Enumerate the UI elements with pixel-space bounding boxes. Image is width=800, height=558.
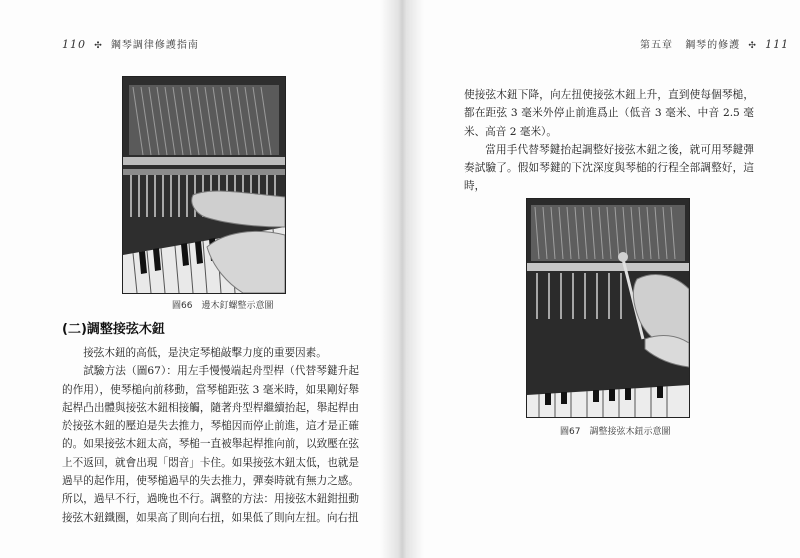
figure-66-photo	[122, 76, 286, 294]
piano-action-illustration	[123, 77, 285, 293]
chapter-label: 第五章	[640, 40, 673, 51]
capstan-adjustment-illustration	[527, 199, 689, 417]
right-page-number: 111	[765, 38, 790, 51]
figure-67-caption: 圖67 調整接弦木鈕示意圖	[560, 427, 671, 437]
figure-66-caption: 圖66 邊木釘螺整示意圖	[172, 301, 274, 311]
left-body-text	[62, 344, 359, 527]
section-title: (二)調整接弦木鈕	[62, 322, 165, 337]
left-page	[0, 0, 398, 558]
right-paragraph-1: 使接弦木鈕下降，向左扭使接弦木鈕上升，直到使每個琴槌，都在距弦 3 毫米外停止前進爲止（低音 3 毫米、中音 2.5 毫米、高音 2 毫米）。	[464, 89, 754, 138]
left-running-header	[62, 36, 199, 51]
right-page	[402, 0, 800, 558]
chapter-title: 鋼琴的修護	[685, 40, 741, 51]
left-paragraph-1: 接弦木鈕的高低，是決定琴槌敲擊力度的重要因素。	[83, 347, 327, 359]
left-page-number: 110	[62, 38, 86, 51]
right-running-header	[640, 36, 789, 51]
figure-67-photo	[526, 198, 690, 418]
book-gutter	[380, 0, 424, 558]
diamond-ornament-icon: ✣	[748, 41, 757, 51]
left-paragraph-2: 試驗方法（圖67）：用左手慢慢端起舟型桿（代替琴鍵升起的作用），使琴槌向前移動，當琴槌距弦 3 毫米時，如果剛好舉起桿凸出體與接弦木鈕相接觸，隨著舟型桿繼續抬起，舉起桿由於接弦木鈕的壓迫是失去推力，琴槌因而停止前進，這才是正確的。如果接弦木鈕太高，琴槌一直被舉起桿推向前，以致壓在弦上不返回，就會出現「悶音」卡住。如果接弦木鈕太低，也就是過早的起作用，使琴槌過早的失去推力，彈奏時就有無力之感。所以，過早不行，過晚也不行。調整的方法：用接弦木鈕鉗扭動接弦木鈕鐵圈，如果高了則向右扭，如果低了則向左扭。向右扭	[62, 365, 359, 524]
right-body-text	[464, 86, 754, 196]
right-paragraph-2: 當用手代替琴鍵抬起調整好接弦木鈕之後，就可用琴鍵彈奏試驗了。假如琴鍵的下沈深度與琴槌的行程全部調整好，這時，	[464, 143, 754, 193]
diamond-ornament-icon: ✣	[94, 41, 103, 51]
book-title: 鋼琴調律修護指南	[110, 40, 199, 51]
